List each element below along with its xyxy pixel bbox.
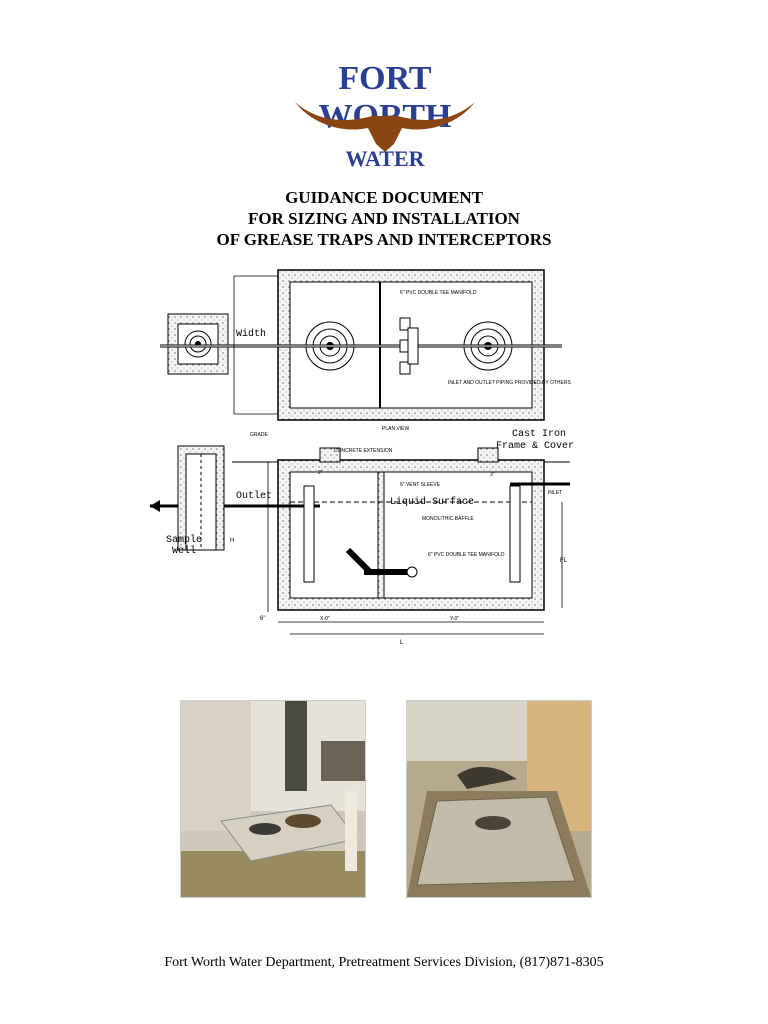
- liquid-surface-label: Liquid Surface: [390, 497, 475, 508]
- title-line-2: FOR SIZING AND INSTALLATION: [248, 209, 520, 228]
- inlet-label: INLET: [548, 490, 563, 496]
- two-inch-label: 2": [318, 470, 323, 476]
- baffle-label: MONOLITHIC BAFFLE: [422, 516, 474, 522]
- section-view: [150, 429, 574, 646]
- fl-label: FL: [560, 558, 568, 564]
- plan-view-label: PLAN VIEW: [382, 426, 410, 432]
- grade-label: GRADE: [250, 432, 268, 438]
- sample-label: Sample: [166, 535, 203, 546]
- installed-trap-photo: [180, 700, 366, 898]
- well-label: Well: [172, 546, 197, 557]
- outlet-label: Outlet: [236, 491, 273, 502]
- document-title: [0, 187, 768, 250]
- grease-trap-drawing: [150, 262, 610, 662]
- vent-sleeve-label: 6" VENT SLEEVE: [400, 482, 441, 488]
- concrete-extension-label: CONCRETE EXTENSION: [334, 448, 393, 454]
- inlet-outlet-note: INLET AND OUTLET PIPING PROVIDED BY OTHERS: [448, 380, 571, 386]
- width-label: Width: [236, 329, 267, 340]
- longhorn-icon: [290, 94, 480, 154]
- logo-fort-worth-text: FORT: [338, 60, 432, 97]
- plan-manifold-label: 6" PVC DOUBLE TEE MANIFOLD: [400, 290, 477, 296]
- dim-right-label: Y-0": [450, 616, 460, 622]
- h-label: H: [230, 538, 235, 544]
- l-label: L: [400, 640, 404, 646]
- site-trap-photo: [406, 700, 592, 898]
- frame-cover-label: Frame & Cover: [496, 441, 575, 452]
- six-inch-label: 6": [260, 616, 266, 622]
- cast-iron-label: Cast Iron: [512, 429, 567, 440]
- fort-worth-water-logo: [290, 60, 480, 172]
- dim-left-label: X-0": [320, 616, 330, 622]
- section-manifold-label: 6" PVC DOUBLE TEE MANIFOLD: [428, 552, 505, 558]
- plan-view: [160, 270, 571, 432]
- three-inch-label: 3": [490, 472, 495, 478]
- footer-contact: Fort Worth Water Department, Pretreatment Services Division, (817)871-8305: [164, 955, 604, 970]
- logo-water-text: WATER: [345, 146, 425, 171]
- title-line-3: OF GREASE TRAPS AND INTERCEPTORS: [216, 230, 552, 249]
- title-line-1: GUIDANCE DOCUMENT: [285, 188, 483, 207]
